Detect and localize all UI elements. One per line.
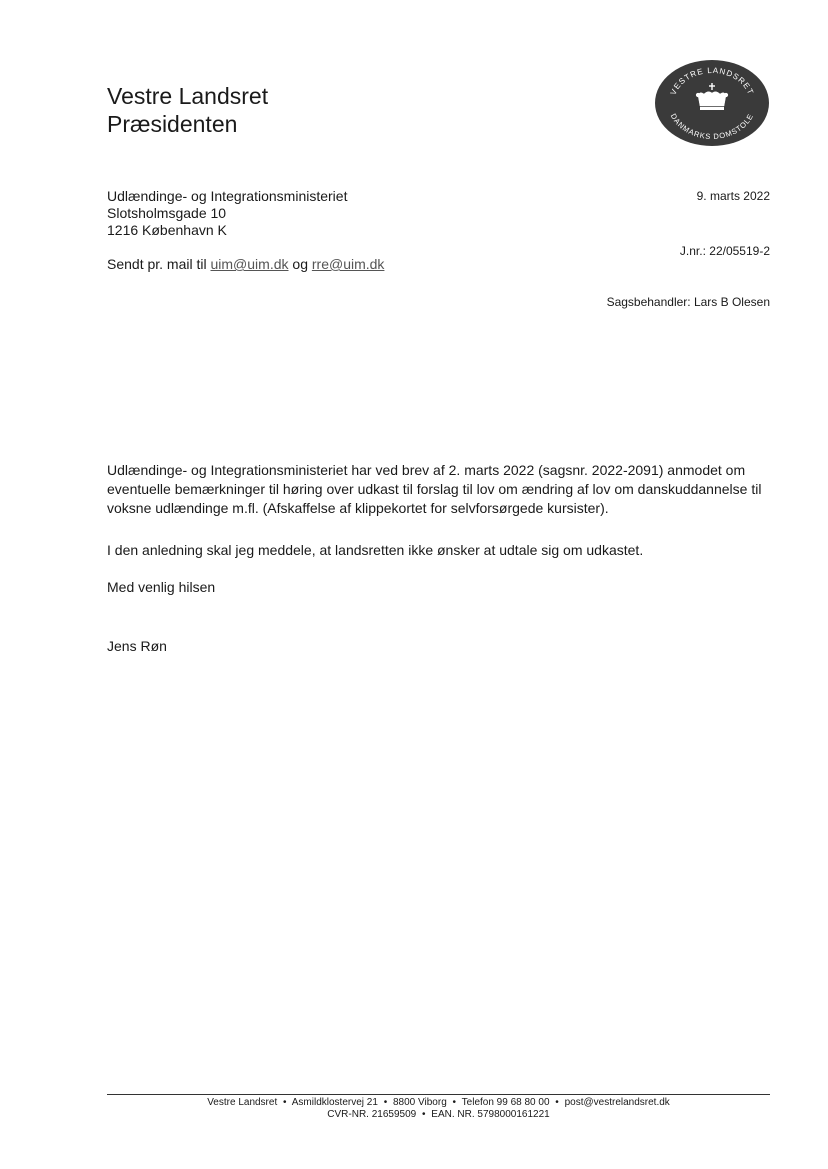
footer-separator: • xyxy=(555,1097,559,1108)
organization-name: Vestre Landsret xyxy=(107,83,269,109)
footer-city: 8800 Viborg xyxy=(393,1097,447,1108)
footer-registration-line xyxy=(107,1109,770,1121)
body-paragraph-1: Udlændinge- og Integrationsministeriet har ved brev af 2. marts 2022 (sagsnr. 2022-2091) anmodet om eventuelle bemærkninger til høring over udkast til forslag til lov om ændring af lov om danskuddannelse til voksne udlændinge m.fl. (Afskaffelse af klippekortet for selvforsørgede kursister). xyxy=(107,462,762,516)
footer-phone: Telefon 99 68 80 00 xyxy=(461,1097,550,1108)
footer-separator: • xyxy=(283,1097,287,1108)
closing-salutation: Med venlig hilsen xyxy=(107,579,216,595)
recipient-name: Udlændinge- og Integrationsministeriet xyxy=(107,188,348,204)
footer-divider xyxy=(107,1094,770,1095)
court-seal-logo xyxy=(654,59,770,147)
case-handler: Sagsbehandler: Lars B Olesen xyxy=(606,295,770,309)
letter-date: 9. marts 2022 xyxy=(696,189,770,203)
footer-email[interactable]: post@vestrelandsret.dk xyxy=(564,1097,670,1108)
department-title: Præsidenten xyxy=(107,111,238,137)
svg-text:DANMARKS DOMSTOLE: DANMARKS DOMSTOLE xyxy=(668,111,756,142)
signer-name: Jens Røn xyxy=(107,638,167,654)
sent-conjunction: og xyxy=(292,256,308,272)
svg-text:VESTRE LANDSRET: VESTRE LANDSRET xyxy=(668,65,756,97)
footer-address: Asmildklostervej 21 xyxy=(291,1097,378,1108)
footer-separator: • xyxy=(452,1097,457,1108)
footer-separator: • xyxy=(422,1109,426,1120)
email-link-rre[interactable]: rre@uim.dk xyxy=(311,256,385,272)
footer-contact-line xyxy=(107,1097,770,1109)
footer-separator: • xyxy=(383,1097,388,1108)
email-link-uim[interactable]: uim@uim.dk xyxy=(210,256,289,272)
body-paragraph-2: I den anledning skal jeg meddele, at landsretten ikke ønsker at udtale sig om udkastet. xyxy=(107,542,644,558)
footer-ean: EAN. NR. 5798000161221 xyxy=(431,1109,550,1120)
sent-prefix: Sendt pr. mail til xyxy=(107,256,207,272)
footer-org: Vestre Landsret xyxy=(207,1097,278,1108)
recipient-address xyxy=(107,188,347,239)
sent-by-email-line xyxy=(107,256,384,273)
recipient-city: 1216 København K xyxy=(107,222,227,238)
recipient-street: Slotsholmsgade 10 xyxy=(107,205,227,221)
journal-number: J.nr.: 22/05519-2 xyxy=(679,244,770,258)
footer-cvr: CVR-NR. 21659509 xyxy=(327,1109,417,1120)
